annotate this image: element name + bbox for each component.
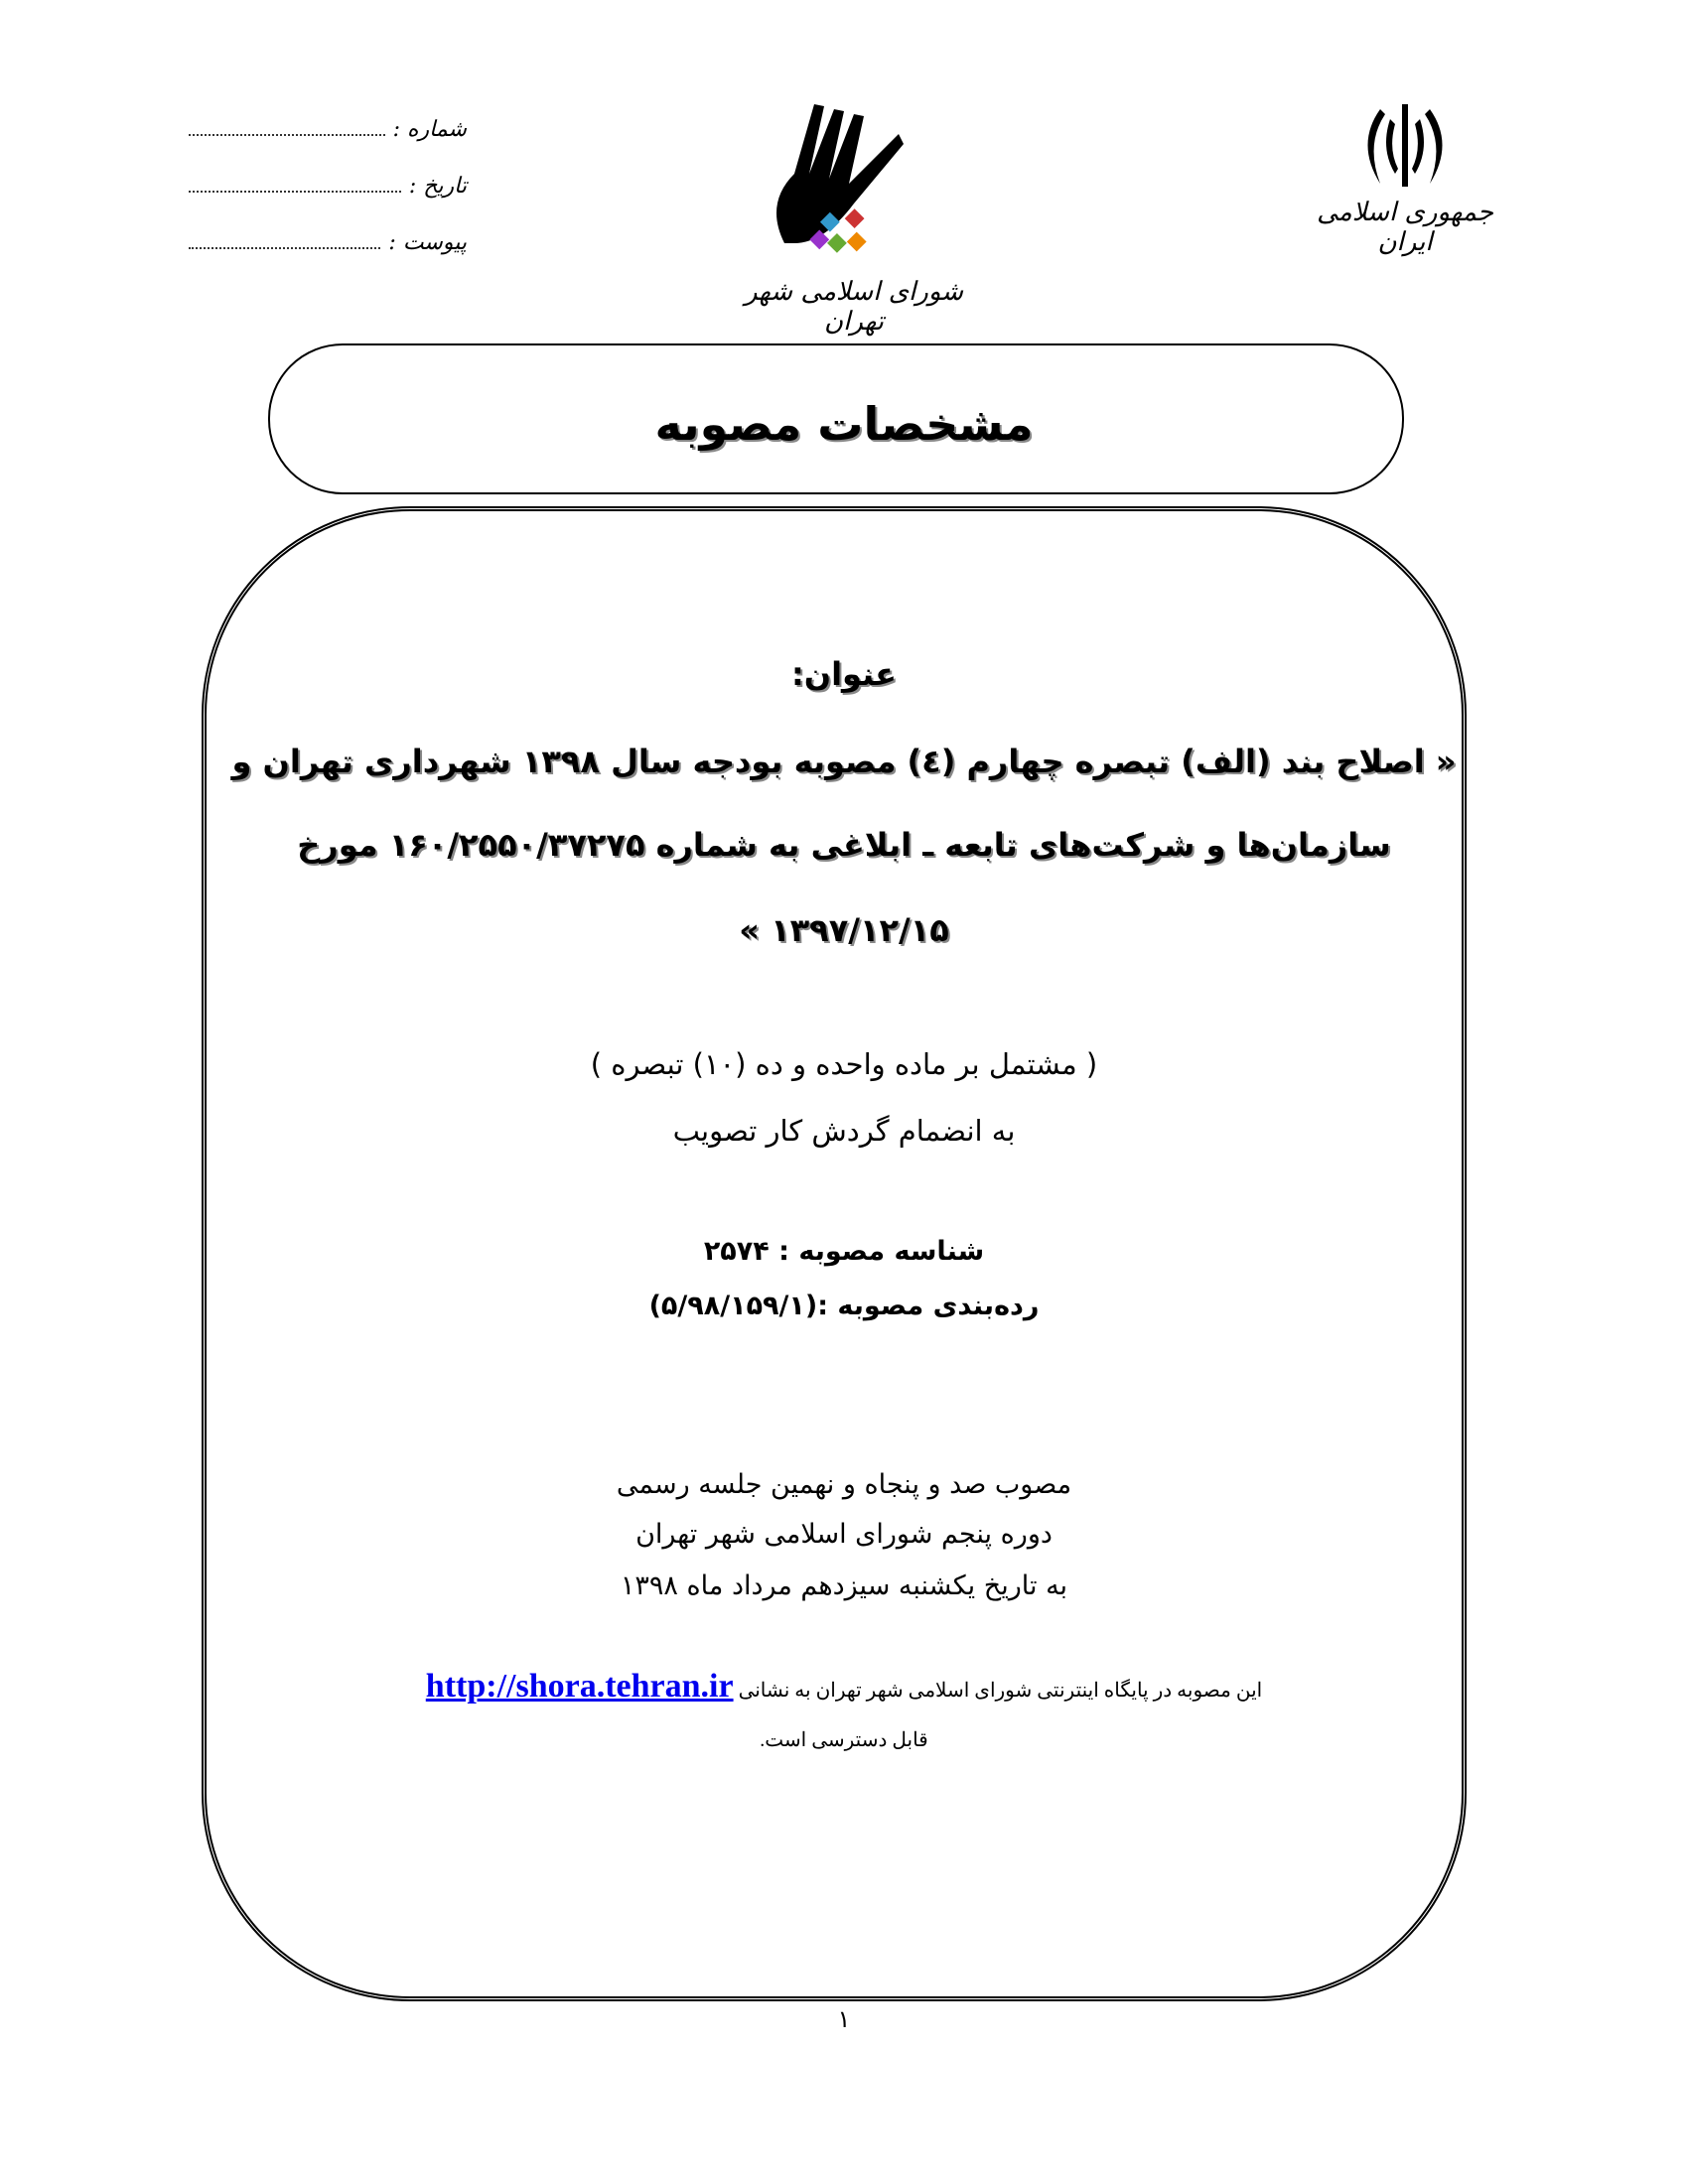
classification: رده‌بندی مصوبه :(۵/۹۸/۱۵۹/۱) [648,1291,1040,1321]
attached-text: به انضمام گردش کار تصویب [672,1114,1016,1148]
subject-line: ۱۳۹۷/۱۲/۱۵ » [739,911,949,949]
emblem-text: جمهوری اسلامی ایران [1317,198,1493,257]
includes-text: ( مشتمل بر ماده واحده و ده (۱۰) تبصره ) [590,1047,1098,1081]
council-logo-text: شورای اسلامی شهر تهران [744,277,964,337]
date-field [189,174,467,199]
website-line [0,1668,1688,1706]
emblem-icon [1350,99,1460,194]
date-label: تاریخ : [408,174,467,199]
subject-label: عنوان: [790,655,898,693]
resolution-id: شناسه مصوبه : ۲۵۷۴ [703,1236,985,1267]
iran-emblem [1301,99,1509,268]
approval-line: دوره پنجم شورای اسلامی شهر تهران [635,1519,1053,1550]
council-logo-icon [725,94,983,273]
number-field [189,117,467,142]
dotted-line [189,133,385,136]
dotted-line [189,190,401,193]
attachment-label: پیوست : [388,230,467,255]
website-text-2: قابل دسترسی است. [760,1729,928,1751]
number-label: شماره : [392,117,467,142]
council-logo [725,94,983,337]
dotted-line [189,246,380,249]
subject-line: سازمان‌ها و شرکت‌های تابعه ـ ابلاغی به شماره ۱۶۰/۲۵۵۰/۳۷۲۷۵ مورخ [297,826,1391,864]
website-text: این مصوبه در پایگاه اینترنتی شورای اسلامی شهر تهران به نشانی [738,1680,1263,1702]
page-title: مشخصات مصوبه [654,397,1034,451]
website-link[interactable]: http://shora.tehran.ir [425,1668,734,1705]
page-number: ١ [837,2005,851,2033]
attachment-field [189,230,467,255]
subject-line: « اصلاح بند (الف) تبصره چهارم (٤) مصوبه بودجه سال ۱۳۹۸ شهرداری تهران و [231,743,1457,780]
approval-line: مصوب صد و پنجاه و نهمین جلسه رسمی [616,1469,1072,1500]
approval-line: به تاریخ یکشنبه سیزدهم مرداد ماه ۱۳۹۸ [620,1570,1068,1601]
